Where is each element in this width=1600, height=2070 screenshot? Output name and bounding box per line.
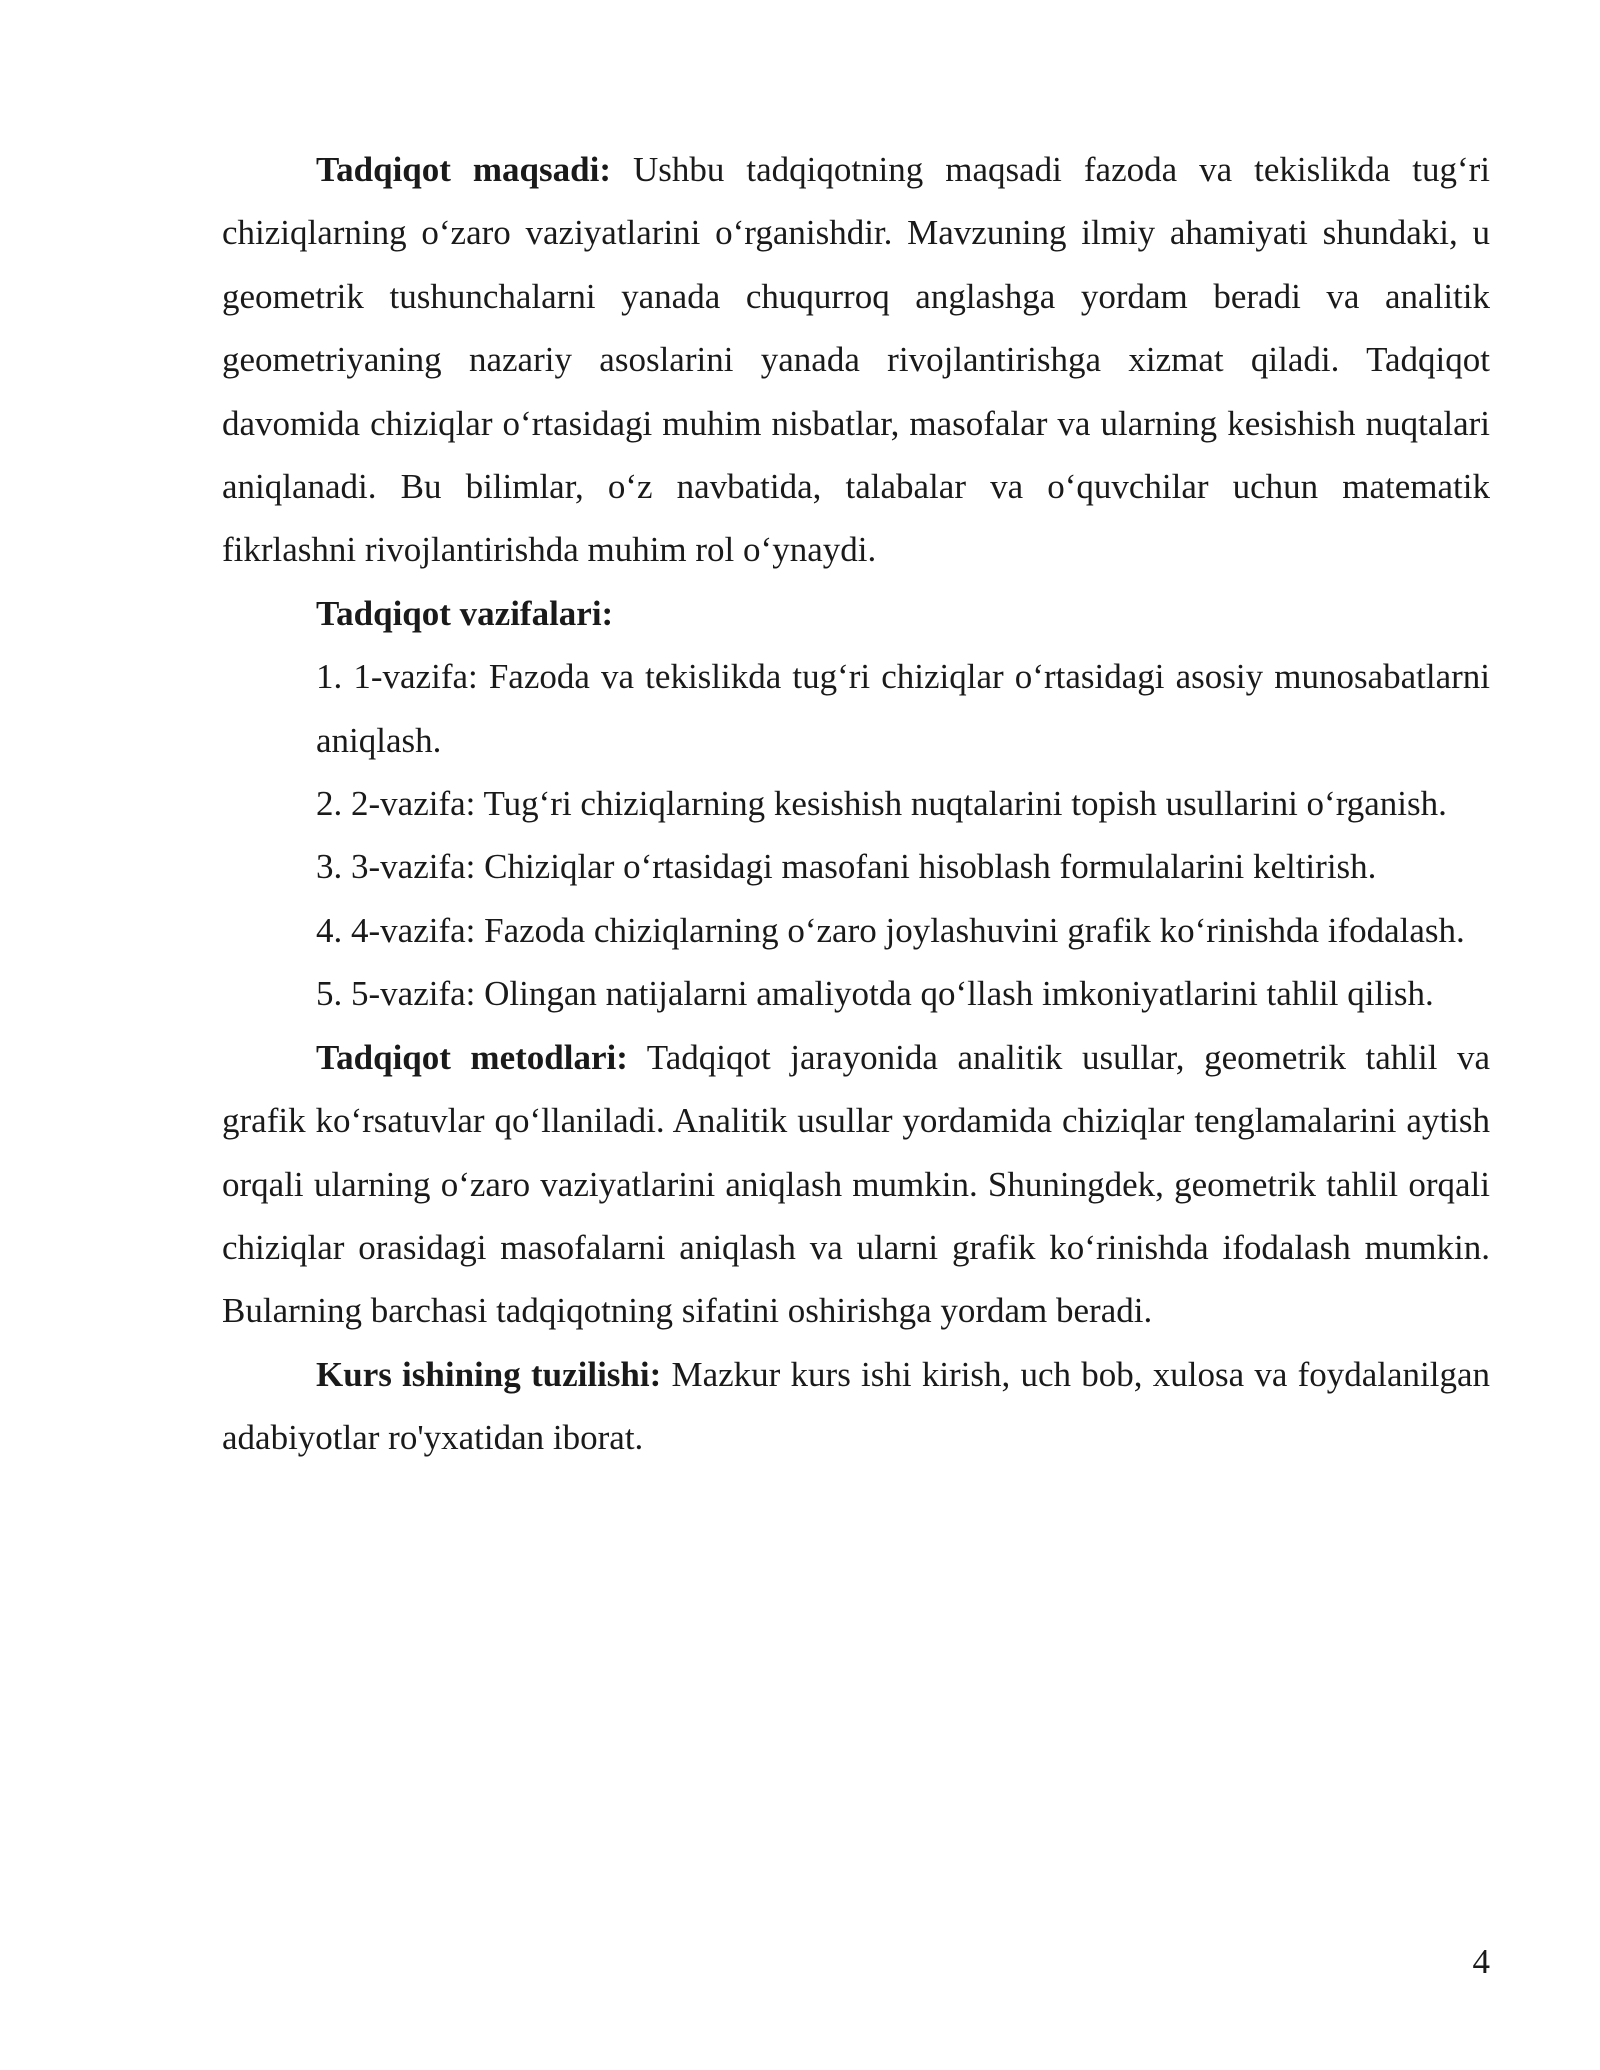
research-methods-paragraph xyxy=(222,1026,1490,1343)
task-item-4: 4. 4-vazifa: Fazoda chiziqlarning o‘zaro joylashuvini grafik ko‘rinishda ifodalash. xyxy=(316,910,1465,950)
task-item-3: 3. 3-vazifa: Chiziqlar o‘rtasidagi masofani hisoblash formulalarini keltirish. xyxy=(316,847,1377,887)
task-item-2: 2. 2-vazifa: Tug‘ri chiziqlarning kesishish nuqtalarini topish usullarini o‘rganish. xyxy=(316,784,1447,824)
page-number: 4 xyxy=(1472,1942,1490,1981)
document-page xyxy=(222,138,1490,1470)
research-methods-heading: Tadqiqot metodlari: xyxy=(316,1037,628,1077)
research-goal-paragraph xyxy=(222,138,1490,582)
research-tasks-heading-line xyxy=(222,582,1490,645)
research-tasks-heading: Tadqiqot vazifalari: xyxy=(316,593,614,633)
research-methods-text: Tadqiqot jarayonida analitik usullar, geometrik tahlil va grafik ko‘rsatuvlar qo‘llaniladi. Analitik usullar yordamida chiziqlar tenglamalarini aytish orqali ularning o‘zaro vaziyatlarini aniqlash mumkin. Shuningdek, geometrik tahlil orqali chiziqlar orasidagi masofalarni aniqlash va ularni grafik ko‘rinishda ifodalash mumkin. Bularning barchasi tadqiqotning sifatini oshirishga yordam beradi. xyxy=(222,1037,1490,1331)
task-item-5: 5. 5-vazifa: Olingan natijalarni amaliyotda qo‘llash imkoniyatlarini tahlil qilish. xyxy=(316,974,1434,1014)
research-goal-heading: Tadqiqot maqsadi: xyxy=(316,150,611,189)
course-structure-heading: Kurs ishining tuzilishi: xyxy=(316,1354,662,1394)
course-structure-paragraph xyxy=(222,1343,1490,1470)
task-item-1: 1. 1-vazifa: Fazoda va tekislikda tug‘ri chiziqlar o‘rtasidagi asosiy munosabatlarni aniqlash. xyxy=(316,657,1490,760)
research-goal-text: Ushbu tadqiqotning maqsadi fazoda va tekislikda tug‘ri chiziqlarning o‘zaro vaziyatlarini o‘rganishdir. Mavzuning ilmiy ahamiyati shundaki, u geometrik tushunchalarni yanada chuqurroq anglashga yordam beradi va analitik geometriyaning nazariy asoslarini yanada rivojlantirishga xizmat qiladi. Tadqiqot davomida chiziqlar o‘rtasidagi muhim nisbatlar, masofalar va ularning kesishish nuqtalari aniqlanadi. Bu bilimlar, o‘z navbatida, talabalar va o‘quvchilar uchun matematik fikrlashni rivojlantirishda muhim rol o‘ynaydi. xyxy=(222,150,1490,570)
course-structure-text: Mazkur kurs ishi kirish, uch bob, xulosa va foydalanilgan adabiyotlar ro'yxatidan iborat. xyxy=(222,1354,1491,1458)
